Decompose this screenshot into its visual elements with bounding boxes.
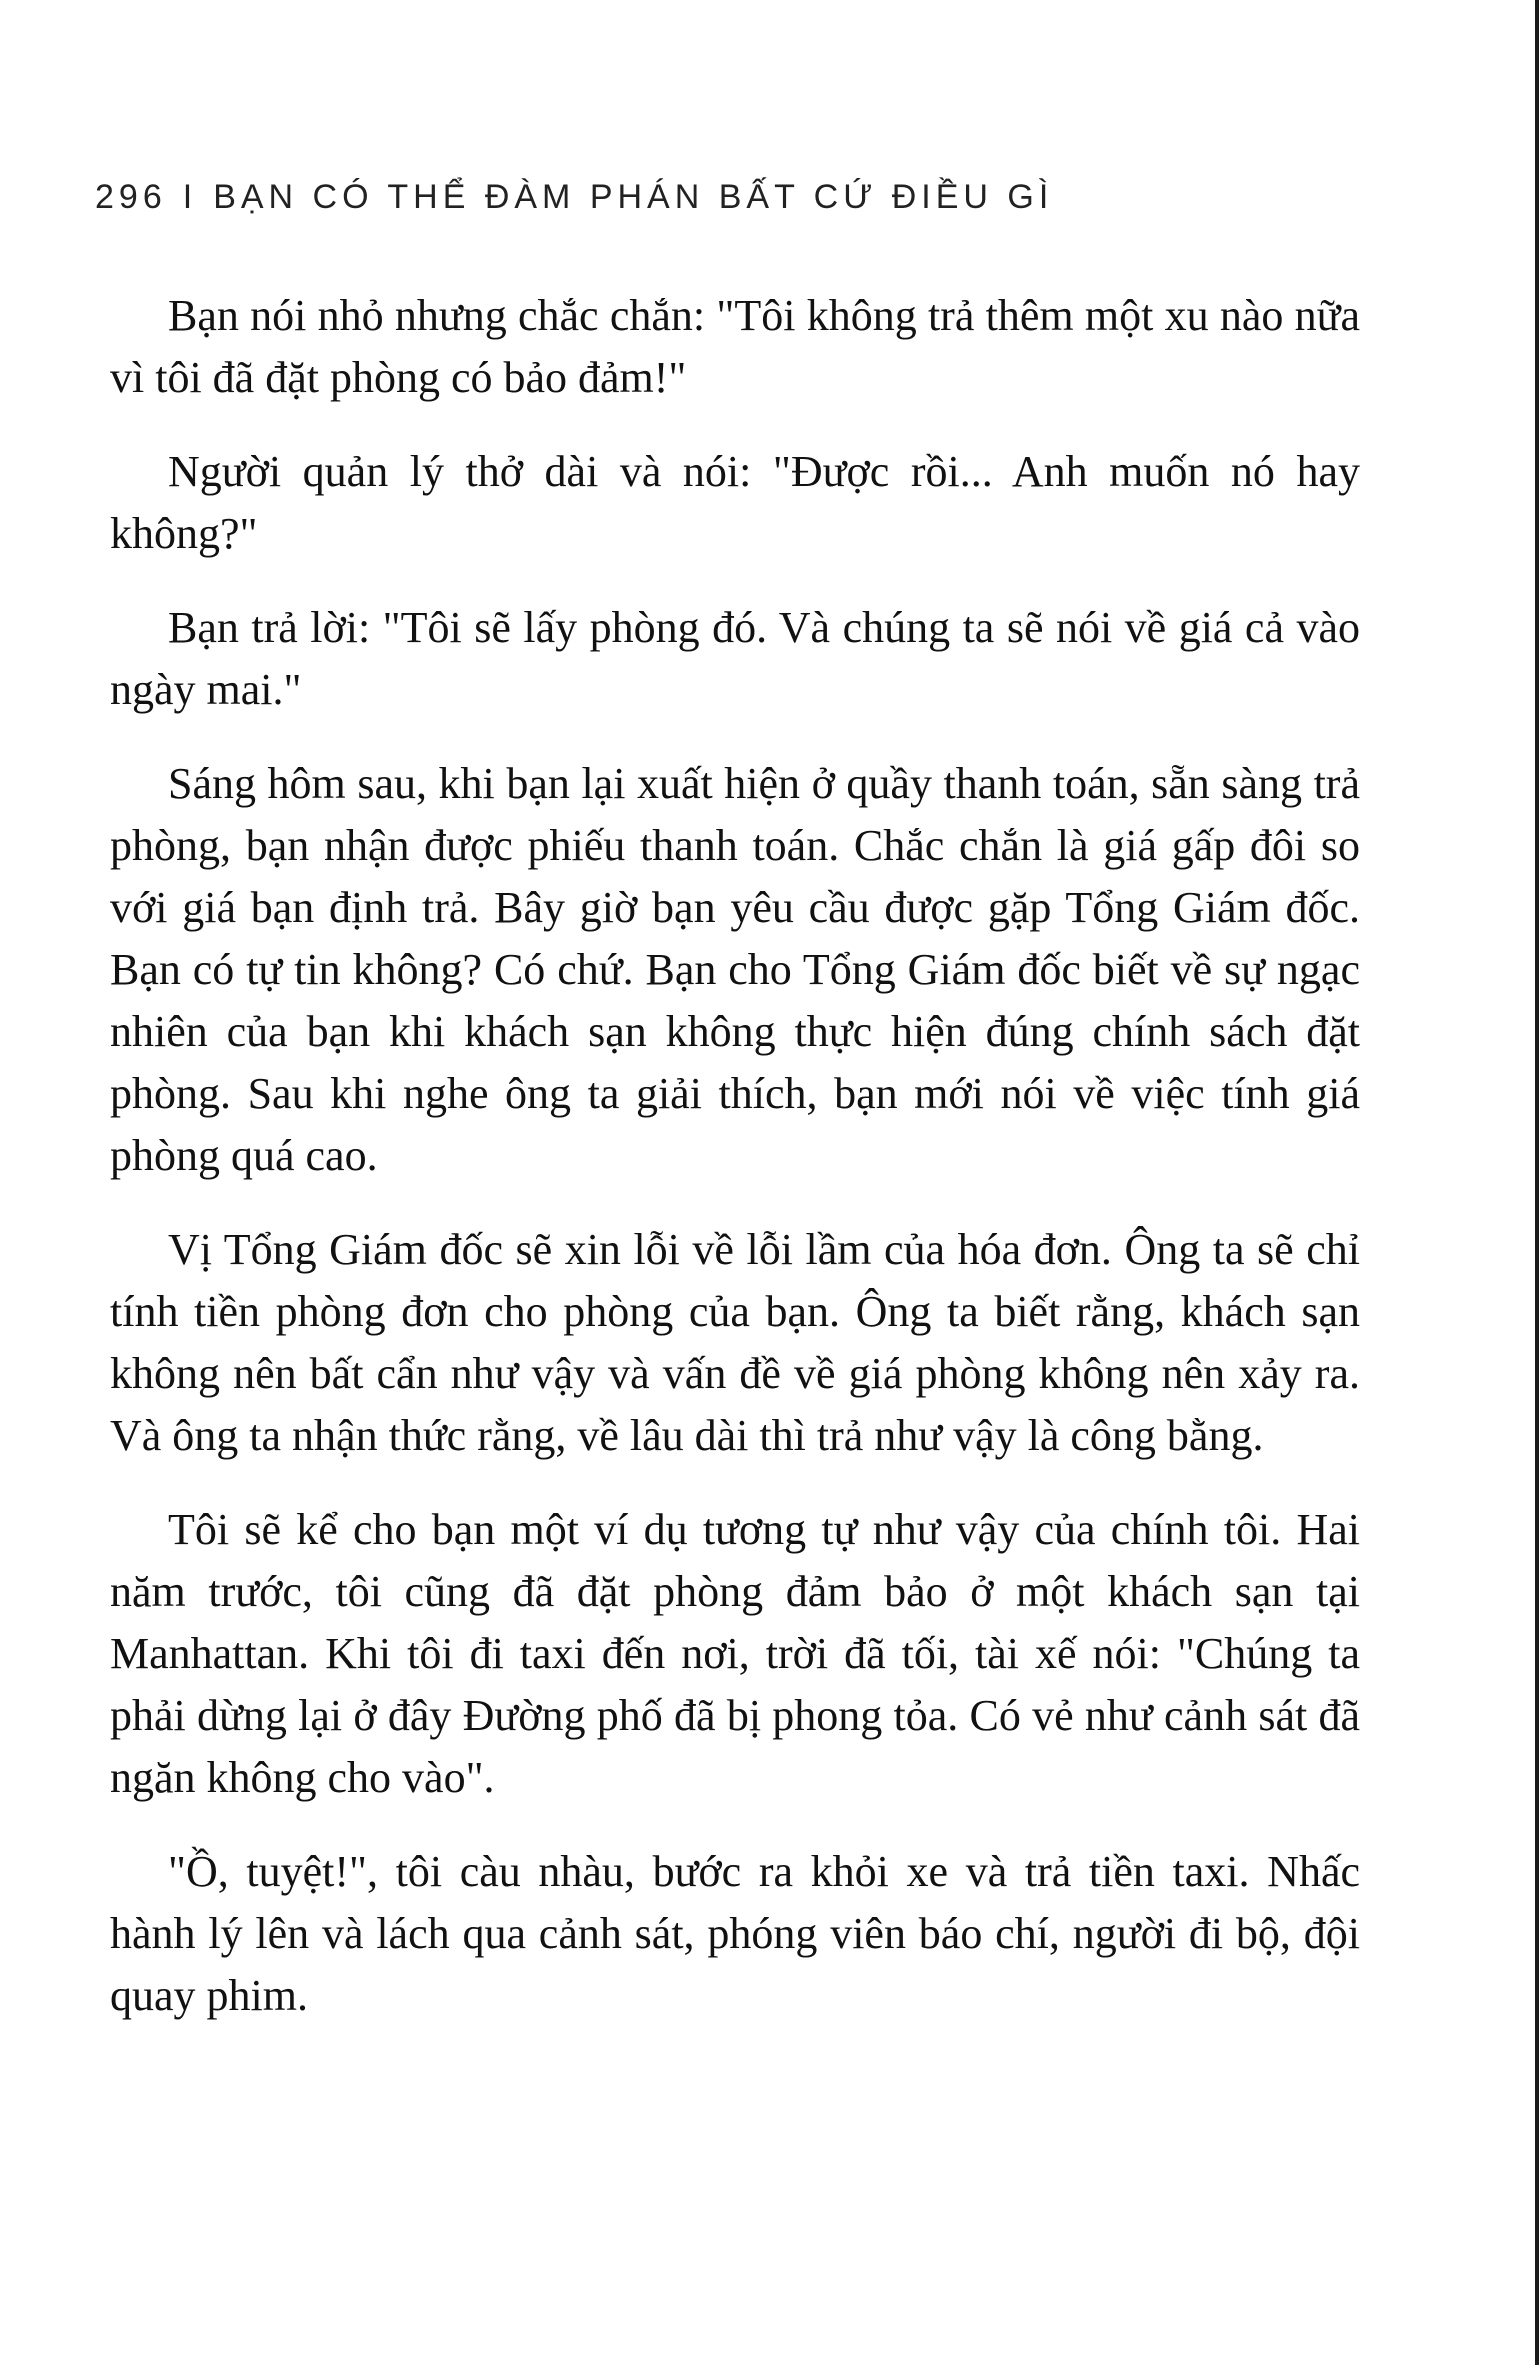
paragraph: Vị Tổng Giám đốc sẽ xin lỗi về lỗi lầm của hóa đơn. Ông ta sẽ chỉ tính tiền phòng đơn cho phòng của bạn. Ông ta biết rằng, khách sạn không nên bất cẩn như vậy và vấn đề về giá phòng không nên xảy ra. Và ông ta nhận thức rằng, về lâu dài thì trả như vậy là công bằng. — [110, 1225, 1360, 1460]
paragraph: Sáng hôm sau, khi bạn lại xuất hiện ở quầy thanh toán, sẵn sàng trả phòng, bạn nhận được phiếu thanh toán. Chắc chắn là giá gấp đôi so với giá bạn định trả. Bây giờ bạn yêu cầu được gặp Tổng Giám đốc. Bạn có tự tin không? Có chứ. Bạn cho Tổng Giám đốc biết về sự ngạc nhiên của bạn khi khách sạn không thực hiện đúng chính sách đặt phòng. Sau khi nghe ông ta giải thích, bạn mới nói về việc tính giá phòng quá cao. — [110, 759, 1360, 1180]
paragraph: Người quản lý thở dài và nói: "Được rồi... Anh muốn nó hay không?" — [110, 447, 1360, 558]
paragraph: Bạn trả lời: "Tôi sẽ lấy phòng đó. Và chúng ta sẽ nói về giá cả vào ngày mai." — [110, 603, 1360, 714]
body-text — [110, 285, 1360, 2059]
paragraph: Tôi sẽ kể cho bạn một ví dụ tương tự như vậy của chính tôi. Hai năm trước, tôi cũng đã đặt phòng đảm bảo ở một khách sạn tại Manhattan. Khi tôi đi taxi đến nơi, trời đã tối, tài xế nói: "Chúng ta phải dừng lại ở đây Đường phố đã bị phong tỏa. Có vẻ như cảnh sát đã ngăn không cho vào". — [110, 1505, 1360, 1802]
header-separator: I — [182, 178, 198, 216]
paragraph: Bạn nói nhỏ nhưng chắc chắn: "Tôi không trả thêm một xu nào nữa vì tôi đã đặt phòng có bảo đảm!" — [110, 291, 1360, 402]
running-header — [95, 178, 1195, 217]
page-edge-divider — [1535, 0, 1539, 2365]
page-number: 296 — [95, 178, 167, 216]
paragraph: "Ồ, tuyệt!", tôi càu nhàu, bước ra khỏi xe và trả tiền taxi. Nhấc hành lý lên và lách qua cảnh sát, phóng viên báo chí, người đi bộ, đội quay phim. — [110, 1847, 1360, 2020]
book-title: BẠN CÓ THỂ ĐÀM PHÁN BẤT CỨ ĐIỀU GÌ — [213, 178, 1054, 216]
